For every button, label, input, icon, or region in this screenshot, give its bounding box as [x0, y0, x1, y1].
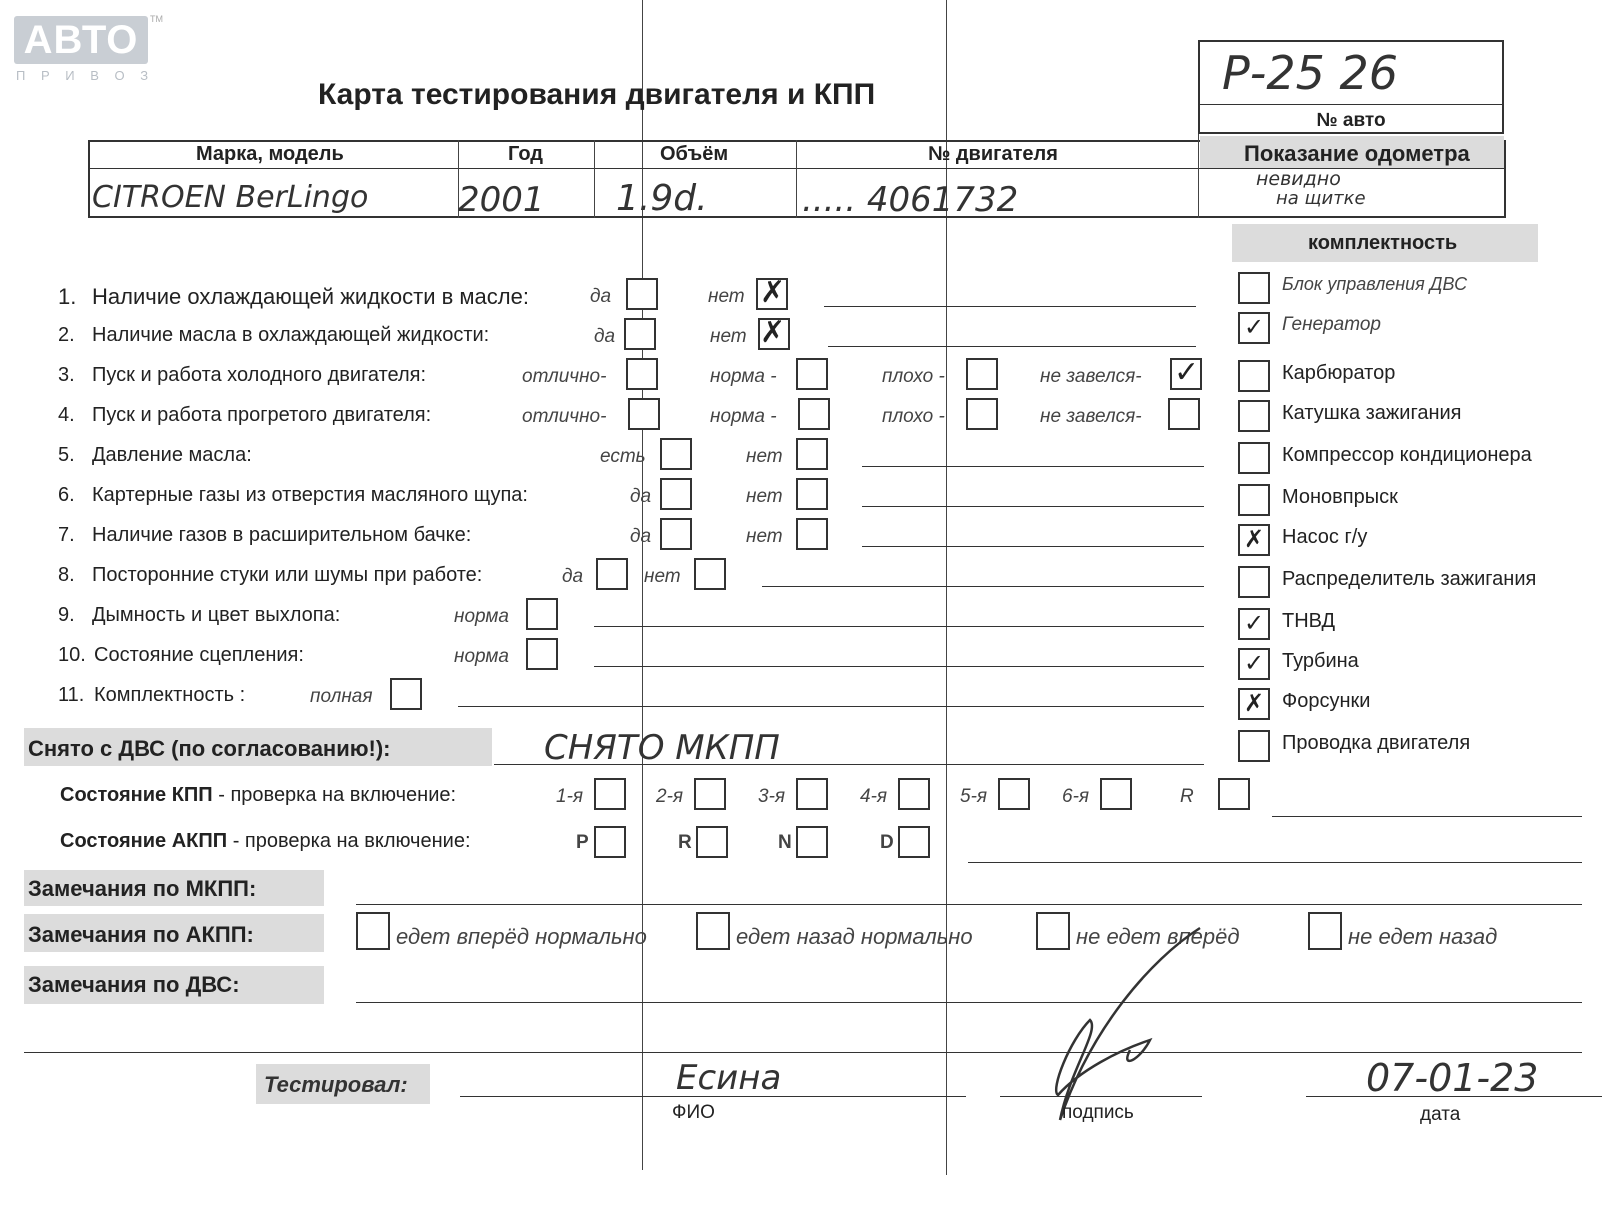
- option-checkbox[interactable]: [660, 518, 692, 550]
- option-checkbox[interactable]: [796, 438, 828, 470]
- option-checkbox[interactable]: [390, 678, 422, 710]
- col-header-engine-no: № двигателя: [928, 143, 1058, 165]
- question-number: 2.: [58, 324, 75, 346]
- option-label: да: [562, 566, 584, 587]
- kpp-gear-label: 4-я: [860, 786, 888, 807]
- kpp-gear-checkbox[interactable]: [998, 778, 1030, 810]
- kpp-gear-checkbox[interactable]: [796, 778, 828, 810]
- option-label: отлично-: [522, 406, 607, 427]
- komplekt-label: ТНВД: [1282, 610, 1336, 632]
- akpp-remark-checkbox[interactable]: [1308, 912, 1342, 950]
- akpp-gear-checkbox[interactable]: [796, 826, 828, 858]
- akpp-remark-checkbox[interactable]: [356, 912, 390, 950]
- question-number: 5.: [58, 444, 75, 466]
- question-text: Наличие газов в расширительном бачке:: [92, 524, 472, 546]
- option-label: да: [630, 526, 652, 547]
- date-label: дата: [1420, 1104, 1461, 1125]
- option-checkbox[interactable]: [1170, 355, 1202, 390]
- question-text: Дымность и цвет выхлопа:: [92, 604, 341, 626]
- option-label: да: [594, 326, 616, 347]
- logo: АВТО: [14, 16, 148, 64]
- komplekt-label: Компрессор кондиционера: [1282, 444, 1532, 466]
- komplekt-label: Турбина: [1282, 650, 1359, 672]
- komplekt-label: Генератор: [1282, 314, 1381, 335]
- komplekt-checkbox[interactable]: [1238, 400, 1270, 432]
- remarks-dvs-label: Замечания по ДВС:: [28, 972, 240, 997]
- make-model-value[interactable]: CITROEN BerLingo: [92, 180, 369, 215]
- kpp-gear-checkbox[interactable]: [898, 778, 930, 810]
- option-label: не завелся-: [1040, 366, 1142, 387]
- option-label: нет: [710, 326, 747, 347]
- komplekt-title: комплектность: [1308, 232, 1458, 254]
- akpp-label: Состояние АКПП - проверка на включение:: [60, 830, 471, 852]
- option-label: отлично-: [522, 366, 607, 387]
- option-label: плохо -: [882, 406, 945, 427]
- question-text: Посторонние стуки или шумы при работе:: [92, 564, 483, 586]
- col-header-make: Марка, модель: [196, 143, 344, 165]
- option-checkbox[interactable]: [660, 438, 692, 470]
- page-title: Карта тестирования двигателя и КПП: [318, 78, 876, 111]
- remarks-mkpp-label: Замечания по МКПП:: [28, 876, 257, 901]
- question-text: Наличие охлаждающей жидкости в масле:: [92, 284, 529, 309]
- auto-number-label: № авто: [1316, 110, 1386, 131]
- akpp-gear-checkbox[interactable]: [898, 826, 930, 858]
- question-number: 1.: [58, 284, 77, 309]
- komplekt-mark: ✓: [1244, 609, 1265, 637]
- komplekt-mark: ✓: [1244, 649, 1265, 677]
- akpp-gear-checkbox[interactable]: [594, 826, 626, 858]
- komplekt-mark: ✗: [1244, 525, 1265, 553]
- komplekt-checkbox[interactable]: [1238, 484, 1270, 516]
- odometer-value-2[interactable]: на щитке: [1276, 188, 1366, 209]
- answer-line[interactable]: [862, 466, 1204, 467]
- option-checkbox[interactable]: [628, 398, 660, 430]
- question-number: 4.: [58, 404, 75, 426]
- akpp-remark-label: едет вперёд нормально: [396, 924, 647, 949]
- snyato-label: Снято с ДВС (по согласованию!):: [28, 736, 391, 761]
- option-checkbox[interactable]: [626, 358, 658, 390]
- odometer-value-1[interactable]: невидно: [1256, 168, 1341, 190]
- question-text: Наличие масла в охлаждающей жидкости:: [92, 324, 490, 346]
- q3-nezavelsya-mark: ✓: [1174, 355, 1200, 390]
- question-number: 8.: [58, 564, 75, 586]
- option-checkbox[interactable]: [624, 318, 656, 350]
- akpp-gear-label: N: [778, 832, 792, 853]
- kpp-gear-checkbox[interactable]: [694, 778, 726, 810]
- komplekt-label: Катушка зажигания: [1282, 402, 1462, 424]
- komplekt-checkbox[interactable]: [1238, 524, 1270, 556]
- col-header-volume: Объём: [660, 143, 729, 165]
- komplekt-mark: ✗: [1244, 689, 1265, 717]
- option-label: норма -: [710, 406, 777, 427]
- answer-line[interactable]: [594, 626, 1204, 627]
- komplekt-label: Насос г/у: [1282, 526, 1368, 548]
- option-label: нет: [746, 446, 783, 467]
- answer-line[interactable]: [824, 306, 1196, 307]
- question-number: 9.: [58, 604, 75, 626]
- option-checkbox[interactable]: [626, 278, 658, 310]
- option-label: норма -: [710, 366, 777, 387]
- option-checkbox[interactable]: [756, 275, 788, 310]
- komplekt-label: Распределитель зажигания: [1282, 568, 1537, 590]
- kpp-gear-checkbox[interactable]: [594, 778, 626, 810]
- signature-label: подпись: [1062, 1102, 1134, 1123]
- answer-line[interactable]: [828, 346, 1196, 347]
- option-checkbox[interactable]: [796, 518, 828, 550]
- komplekt-checkbox[interactable]: [1238, 272, 1270, 304]
- option-checkbox[interactable]: [1168, 398, 1200, 430]
- odometer-label: Показание одометра: [1244, 141, 1470, 166]
- fio-label: ФИО: [672, 1102, 715, 1123]
- fio-value[interactable]: Есина: [676, 1058, 782, 1098]
- year-value[interactable]: 2001: [458, 180, 545, 220]
- option-label: есть: [600, 446, 646, 467]
- akpp-remark-label: не едет назад: [1348, 924, 1498, 949]
- komplekt-label: Блок управления ДВС: [1282, 274, 1468, 294]
- question-text: Пуск и работа холодного двигателя:: [92, 364, 427, 386]
- kpp-gear-label: 2-я: [656, 786, 684, 807]
- option-label: норма: [454, 606, 509, 627]
- question-number: 11.: [58, 684, 85, 706]
- komplekt-checkbox[interactable]: [1238, 312, 1270, 344]
- option-label: нет: [708, 286, 745, 307]
- option-label: да: [630, 486, 652, 507]
- answer-line[interactable]: [594, 666, 1204, 667]
- option-label: да: [590, 286, 612, 307]
- komplekt-label: Форсунки: [1282, 690, 1371, 712]
- snyato-value[interactable]: СНЯТО МКПП: [544, 728, 780, 768]
- question-number: 6.: [58, 484, 75, 506]
- komplekt-checkbox[interactable]: [1238, 360, 1270, 392]
- volume-value[interactable]: 1.9d.: [616, 178, 708, 219]
- logo-sub: П Р И В О З: [16, 68, 155, 83]
- question-text: Картерные газы из отверстия масляного щупа:: [92, 484, 528, 506]
- akpp-gear-label: D: [880, 832, 894, 853]
- answer-line[interactable]: [762, 586, 1204, 587]
- tested-label: Тестировал:: [264, 1072, 408, 1097]
- akpp-gear-checkbox[interactable]: [696, 826, 728, 858]
- kpp-gear-label: 1-я: [556, 786, 584, 807]
- option-checkbox[interactable]: [966, 398, 998, 430]
- komplekt-checkbox[interactable]: [1238, 648, 1270, 680]
- komplekt-label: Карбюратор: [1282, 362, 1396, 384]
- q1-net-mark: ✗: [760, 275, 786, 310]
- question-text: Давление масла:: [92, 444, 252, 466]
- answer-line[interactable]: [862, 546, 1204, 547]
- komplekt-checkbox[interactable]: [1238, 442, 1270, 474]
- option-label: нет: [746, 486, 783, 507]
- option-checkbox[interactable]: [596, 558, 628, 590]
- question-number: 10.: [58, 644, 86, 666]
- kpp-label: Состояние КПП - проверка на включение:: [60, 784, 457, 806]
- kpp-gear-checkbox[interactable]: [1100, 778, 1132, 810]
- option-label: плохо -: [882, 366, 945, 387]
- option-checkbox[interactable]: [758, 315, 790, 350]
- answer-line[interactable]: [458, 706, 1204, 707]
- remarks-akpp-label: Замечания по АКПП:: [28, 922, 254, 947]
- option-checkbox[interactable]: [694, 558, 726, 590]
- engine-no-value[interactable]: ..... 4061732: [802, 180, 1019, 220]
- option-checkbox[interactable]: [796, 478, 828, 510]
- question-text: Пуск и работа прогретого двигателя:: [92, 404, 432, 426]
- komplekt-checkbox[interactable]: [1238, 608, 1270, 640]
- komplekt-label: Проводка двигателя: [1282, 732, 1471, 754]
- komplekt-checkbox[interactable]: [1238, 730, 1270, 762]
- question-number: 7.: [58, 524, 75, 546]
- option-checkbox[interactable]: [966, 358, 998, 390]
- option-label: нет: [746, 526, 783, 547]
- option-label: полная: [310, 686, 373, 707]
- akpp-remark-label: не едет вперёд: [1076, 924, 1240, 949]
- option-checkbox[interactable]: [660, 478, 692, 510]
- komplekt-label: Моновпрыск: [1282, 486, 1398, 508]
- option-checkbox[interactable]: [526, 638, 558, 670]
- kpp-gear-label: R: [1180, 786, 1194, 807]
- logo-tm: TM: [150, 14, 163, 24]
- date-value[interactable]: 07-01-23: [1366, 1056, 1539, 1100]
- option-checkbox[interactable]: [796, 358, 828, 390]
- option-checkbox[interactable]: [526, 598, 558, 630]
- kpp-gear-label: 5-я: [960, 786, 988, 807]
- kpp-gear-label: 6-я: [1062, 786, 1090, 807]
- option-checkbox[interactable]: [798, 398, 830, 430]
- q2-net-mark: ✗: [760, 315, 786, 350]
- komplekt-checkbox[interactable]: [1238, 688, 1270, 720]
- auto-number-box: [1198, 40, 1504, 134]
- akpp-remark-label: едет назад нормально: [736, 924, 973, 949]
- question-text: Состояние сцепления:: [94, 644, 304, 666]
- answer-line[interactable]: [862, 506, 1204, 507]
- kpp-gear-label: 3-я: [758, 786, 786, 807]
- col-header-year: Год: [508, 143, 543, 165]
- option-label: не завелся-: [1040, 406, 1142, 427]
- auto-number-value[interactable]: Р-25 26: [1222, 46, 1399, 100]
- kpp-gear-checkbox[interactable]: [1218, 778, 1250, 810]
- option-label: норма: [454, 646, 509, 667]
- akpp-remark-checkbox[interactable]: [696, 912, 730, 950]
- akpp-gear-label: R: [678, 832, 692, 853]
- question-text: Комплектность :: [94, 684, 246, 706]
- option-label: нет: [644, 566, 681, 587]
- komplekt-checkbox[interactable]: [1238, 566, 1270, 598]
- komplekt-mark: ✓: [1244, 313, 1265, 341]
- question-number: 3.: [58, 364, 75, 386]
- akpp-gear-label: P: [576, 832, 589, 853]
